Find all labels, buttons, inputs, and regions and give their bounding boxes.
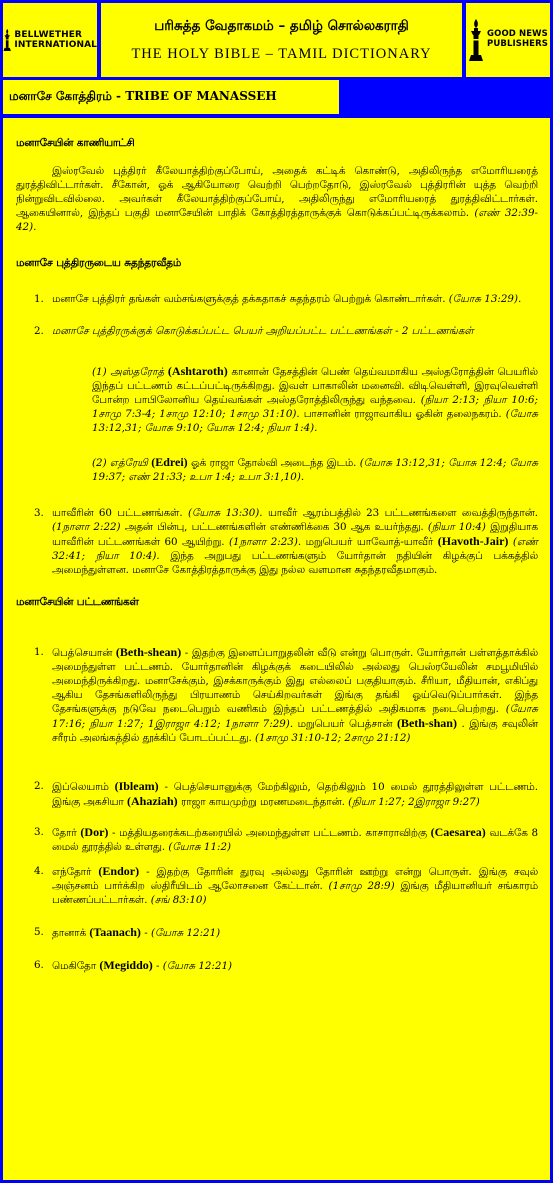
town-text: - மத்தியதரைக்கடற்கரையில் அமைந்துள்ள பட்டணம். காசாராவிற்கு [112,827,427,839]
town-ref: (1சாமு 28:9) [328,880,395,892]
sub-ref: (நியா 2:13; நியா 10:6; 1சாமு 7:3-4; 1சாமு 12:10; 1சாமு 31:10). [92,394,538,420]
heading-inheritance: மனாசே புத்திரருடைய சுதந்தரவீதம் [16,257,182,269]
town-text: - இதற்கு இளைப்பாறுதலின் வீடு என்று பொருள். யோர்தான் பள்ளத்தாக்கில் அமைந்துள்ள பட்டணம். யோர்தானின் கிழக்குக் கடையிலில் அல்லது பெஸ்ரயேலின் சமபூமியில் அமைந்திருக்கிறது. மனாசேக்கும், இசக்காருக்கும் இது எல்லைப் பகுதியாகும். சீரியா, மீதியான், எகிப்து ஆகிய தேசங்களிலிருந்து பிரயாணம் செய்கிறவர்கள் இங்கு தங்கி ஓய்வெடுப்பார்கள். இந்த தேசங்களுக்கு நடுவே நடைபெறும் வணிகம் இந்தப் பட்டணத்தில் அதிகமாக நடைபெற்றது. [52,647,539,715]
town-text: . இங்கு சவுலின் சரீரம் அலங்கத்தில் தூக்கிப் போடப்பட்டது. [52,718,538,744]
item-number: 6. [34,959,44,971]
item-ref: (யோசு 13:30). [188,507,263,519]
right-logo-line-2: PUBLISHERS [487,39,548,49]
item-text: மனாசே புத்திரருக்குக் கொடுக்கப்பட்ட பெயர் அறியப்பட்ட பட்டணங்கள் - 2 பட்டணங்கள் [52,325,474,337]
item-ref: (1நாளா 2:22) [52,521,121,533]
item-number: 2. [34,780,44,792]
item-text: இறுதியாக யாவீரின் பட்டணங்கள் 60 ஆயிற்று. [52,521,538,548]
item-number: 3. [34,507,44,519]
town-english-name: (Beth-shan) [396,716,457,730]
list-item [34,324,538,338]
town-english-name: (Megiddo) [99,958,153,972]
item-text: இந்த அறுபது பட்டணங்களும் யோர்தான் நதியின் கிழக்குப் பக்கத்தில் அமைந்துள்ளன. மனாசே கோத்திரத்தாருக்கு இது நல்ல வளமான சுதந்தரவீதமாகும். [52,550,538,576]
town-text: - பெத்செயானுக்கு மேற்கிலும், தெற்கிலும் 10 மைல் தூரத்திலுள்ள பட்டணம். இங்கு அகசியா [52,781,538,808]
town-megiddo [34,958,538,973]
left-logo-line-2: INTERNATIONAL [14,40,97,50]
heading-towns: மனாசேயின் பட்டணங்கள் [16,596,139,608]
town-text: மறுபெயர் பெத்சான் [297,718,393,730]
town-ref: (யோசு 11:2) [168,841,232,853]
territory-text: இஸ்ரவேல் புத்திரர் கீலேயாத்திற்குப்போய், அதைக் கட்டிக் கொண்டு, அதிலிருந்த எமோரியரைத் துரத்திவிட்டார்கள். சீகோன், ஓக் ஆகியோரை வெற்றி பெற்றதோடு, இஸ்ரவேல் புத்திரரின் யுத்த வெற்றி நின்றுவிடவில்லை. அவர்கள் கீலேயாத்திற்குப்போய், அதிலிருந்து எமோரியரைத் துரத்திவிட்டார்கள். ஆகையினால், இந்தப் பகுதி மனாசேயின் பாதிக் கோத்திரத்தாருக்குக் கொடுக்கப்பட்டிருக்கலாம். [16,165,538,219]
sub-english-name: (Edrei) [151,455,188,469]
town-beth-shean [34,645,538,745]
section-title-text: மனாசே கோத்திரம் - TRIBE OF MANASSEH [9,89,277,103]
item-text: மறுபெயர் யாவோத்-யாவீர் [305,536,434,548]
section-title [3,80,339,114]
town-english-name: (Caesarea) [430,825,486,839]
town-text: வடக்கே 8 மைல் தூரத்தில் உள்ளது. [52,827,539,853]
town-english-name: (Ibleam) [114,779,159,793]
item-number: 3. [34,826,44,838]
item-english-name: (Havoth-Jair) [437,534,509,548]
item-number: 5. [34,926,44,938]
list-item [34,292,538,306]
sub-tail: பாசானின் ராஜாவாகிய ஓகின் தலைநகரம். [303,408,502,420]
item-number: 4. [34,865,44,877]
header-title-box [101,3,462,77]
town-name: தோர் [52,827,77,839]
item-ref: (நியா 10:4) [427,521,486,533]
item-text: யாவீரின் 60 பட்டணங்கள். [52,507,183,519]
right-logo-line-1: GOOD NEWS [487,29,548,40]
town-name: பெத்செயான் [52,647,113,659]
town-name: இப்லெயாம் [52,781,109,793]
title-english: THE HOLY BIBLE – TAMIL DICTIONARY [131,45,432,62]
towns-list [16,645,538,973]
sub-text: ஓக் ராஜா தோல்வி அடைந்த இடம். [191,457,357,469]
town-ref: (யோசு 12:21) [162,960,233,972]
inheritance-list [16,292,538,338]
town-text: ராஜா காயமுற்று மரணமடைந்தான். [180,796,345,808]
sub-item-ashtaroth [92,364,538,435]
sub-english-name: (Ashtaroth) [167,364,228,378]
candlestick-logo-icon [468,17,484,63]
town-ref: (யோசு 17:16; நியா 1:27; 1இராஜா 4:12; 1நாளா 7:29). [52,703,538,730]
town-ibleam [34,779,538,809]
territory-paragraph [16,164,538,234]
list-item-jair [16,506,538,577]
item-ref: (யோசு 13:29). [448,293,522,305]
town-text: இங்கு மீதியானியர் சங்காரம் பண்ணப்பட்டார்கள். [52,880,538,906]
item-number: 2. [34,325,44,337]
town-english-name: (Ahaziah) [126,794,178,808]
town-name: தானாக் [52,927,87,939]
town-ref: (சங் 83:10) [150,894,207,906]
town-taanach [34,925,538,940]
candlestick-logo-icon [3,17,11,63]
town-english-name: (Beth-shean) [115,645,182,659]
town-ref: (நியா 1:27; 2இராஜா 9:27) [348,796,480,808]
town-name: மெகிதோ [52,960,97,972]
item-text: யாவீர் ஆரம்பத்தில் 23 பட்டணங்களை வைத்திருந்தான். [267,507,538,519]
town-ref: (யோசு 12:21) [150,927,221,939]
town-english-name: (Endor) [98,864,140,878]
heading-territory: மனாசேயின் காணியாட்சி [16,137,135,149]
town-english-name: (Dor) [80,825,109,839]
sub-item-edrei [92,455,538,484]
item-ref: (எண் 32:41; நியா 10:4). [52,536,539,562]
town-text: - இதற்கு தோரின் துரவு அல்லது தோரின் ஊற்று என்று பொருள். இங்கு சவுல் அஞ்சனம் பார்க்கிற ஸ்திரீயிடம் ஆலோசனை கேட்டான். [52,866,539,892]
town-ref: (1சாமு 31:10-12; 2சாமு 21:12) [255,732,411,744]
sub-lead: (2) எத்ரேயி [92,457,148,469]
left-logo-line-1: BELLWETHER [14,29,83,40]
territory-ref: (எண் 32:39-42). [16,207,538,233]
town-text: - [144,927,148,939]
town-english-name: (Taanach) [89,925,141,939]
item-text: மனாசே புத்திரர் தங்கள் வம்சங்களுக்குத் தக்கதாகச் சுதந்தரம் பெற்றுக் கொண்டார்கள். [52,293,446,305]
main-content [3,118,550,1180]
item-text: அதன் பின்பு, பட்டணங்களின் எண்ணிக்கை 30 ஆக உயர்ந்தது. [124,521,424,533]
town-name: எந்தோர் [52,866,92,878]
sub-ref: (யோசு 13:12,31; யோசு 12:4; யோசு 19:37; எண் 21:33; உபா 1:4; உபா 3:1,10). [92,457,538,483]
item-ref: (1நாளா 2:23). [229,536,302,548]
sub-text: கானான் தேசத்தின் பெண் தெய்வமாகிய அஸ்தரோத்தின் பெயரில் இந்தப் பட்டணம் கட்டப்பட்டிருக்கிறது. இவள் பாகாலின் மனைவி. விடிவெள்ளி, இரவுவெள்ளி போன்ற பாபிலோனிய தெய்வங்கள் அஸ்தரோத்திலிருந்து வந்தவை. [92,366,538,406]
town-text: - [156,960,160,972]
item-number: 1. [34,646,44,658]
town-endor [34,864,538,907]
sub-ref-2: (யோசு 13:12,31; யோசு 9:10; யோசு 12:4; நியா 1:4). [92,408,538,434]
title-tamil: பரிசுத்த வேதாகமம் – தமிழ் சொல்லகராதி [154,17,409,34]
good-news-logo [466,3,550,77]
town-dor [34,825,538,854]
sub-lead: (1) அஸ்தரோத் [92,366,165,378]
bellwether-logo [3,3,97,77]
item-number: 1. [34,293,44,305]
